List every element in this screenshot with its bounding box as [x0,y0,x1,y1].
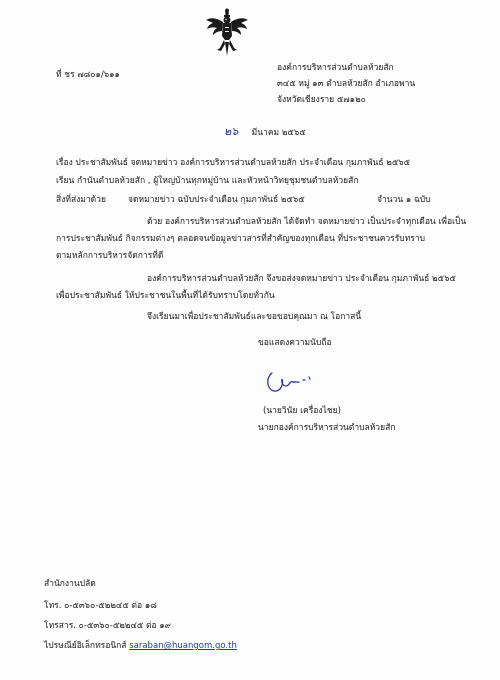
body-para2-line1: องค์การบริหารส่วนตำบลห้วยสัก จึงขอส่งจดหมายข่าว ประจำเดือน กุมภาพันธ์ ๒๕๖๕ [147,274,456,284]
subject-line: เรื่อง ประชาสัมพันธ์ จดหมายข่าว องค์การบริหารส่วนตำบลห้วยสัก ประจำเดือน กุมภาพันธ์ ๒๕๖๕ [56,158,411,168]
to-line: เรียน กำนันตำบลห้วยสัก , ผู้ใหญ่บ้านทุกหมู่บ้าน และหัวหน้าวิทยุชุมชนตำบลห้วยสัก [56,176,359,186]
enclosure-quantity: จำนวน ๑ ฉบับ [377,195,431,205]
org-name: องค์การบริหารส่วนตำบลห้วยสัก [277,63,394,73]
body-para1-line3: ตามหลักการบริหารจัดการที่ดี [56,251,164,261]
signer-title: นายกองค์การบริหารส่วนตำบลห้วยสัก [258,423,396,433]
footer-email-line [44,640,237,652]
enclosure-label: สิ่งที่ส่งมาด้วย [56,195,106,205]
footer-office: สำนักงานปลัด [44,579,96,589]
letter-date [224,126,306,139]
garuda-emblem-icon [205,8,249,58]
date-month-year: มีนาคม ๒๕๖๕ [251,128,306,138]
body-para1-line2: การประชาสัมพันธ์ กิจกรรมต่างๆ ตลอดจนข้อมูลข่าวสารที่สำคัญของทุกเดือน ที่ประชาชนควรรับทราบ [56,234,426,244]
body-para2-line2: เพื่อประชาสัมพันธ์ ให้ประชาชนในพื้นที่ได้รับทราบโดยทั่วกัน [56,291,275,301]
footer-email-link[interactable]: saraban@huangom.go.th [129,641,237,651]
footer-fax: โทรสาร. ๐-๕๓๖๐-๕๒๒๔๕ ต่อ ๑๙ [44,621,171,631]
doc-number: ที่ ชร ๗๘๐๑/๖๑๑ [56,70,120,80]
enclosure-item: จดหมายข่าว ฉบับประจำเดือน กุมภาพันธ์ ๒๕๖๕ [128,195,305,205]
body-para3: จึงเรียนมาเพื่อประชาสัมพันธ์และขอขอบคุณมา ณ โอกาสนี้ [147,312,362,322]
footer-email-label: ไปรษณีย์อิเล็กทรอนิกส์ [44,641,127,651]
footer-phone: โทร. ๐-๕๓๖๐-๕๒๒๔๕ ต่อ ๑๘ [44,601,157,611]
org-address-line1: ๓๔๕ หมู่ ๑๓ ตำบลห้วยสัก อำเภอพาน [277,79,416,89]
signer-name: (นายวินัย เครื่องไชย) [263,406,341,416]
org-address-line2: จังหวัดเชียงราย ๕๗๑๒๐ [277,95,366,105]
closing-regards: ขอแสดงความนับถือ [258,338,332,348]
date-day: ๒๖ [224,125,239,138]
body-para1-line1: ด้วย องค์การบริหารส่วนตำบลห้วยสัก ได้จัดทำ จดหมายข่าว เป็นประจำทุกเดือน เพื่อเป็น [147,217,467,227]
handwritten-signature [262,365,324,395]
